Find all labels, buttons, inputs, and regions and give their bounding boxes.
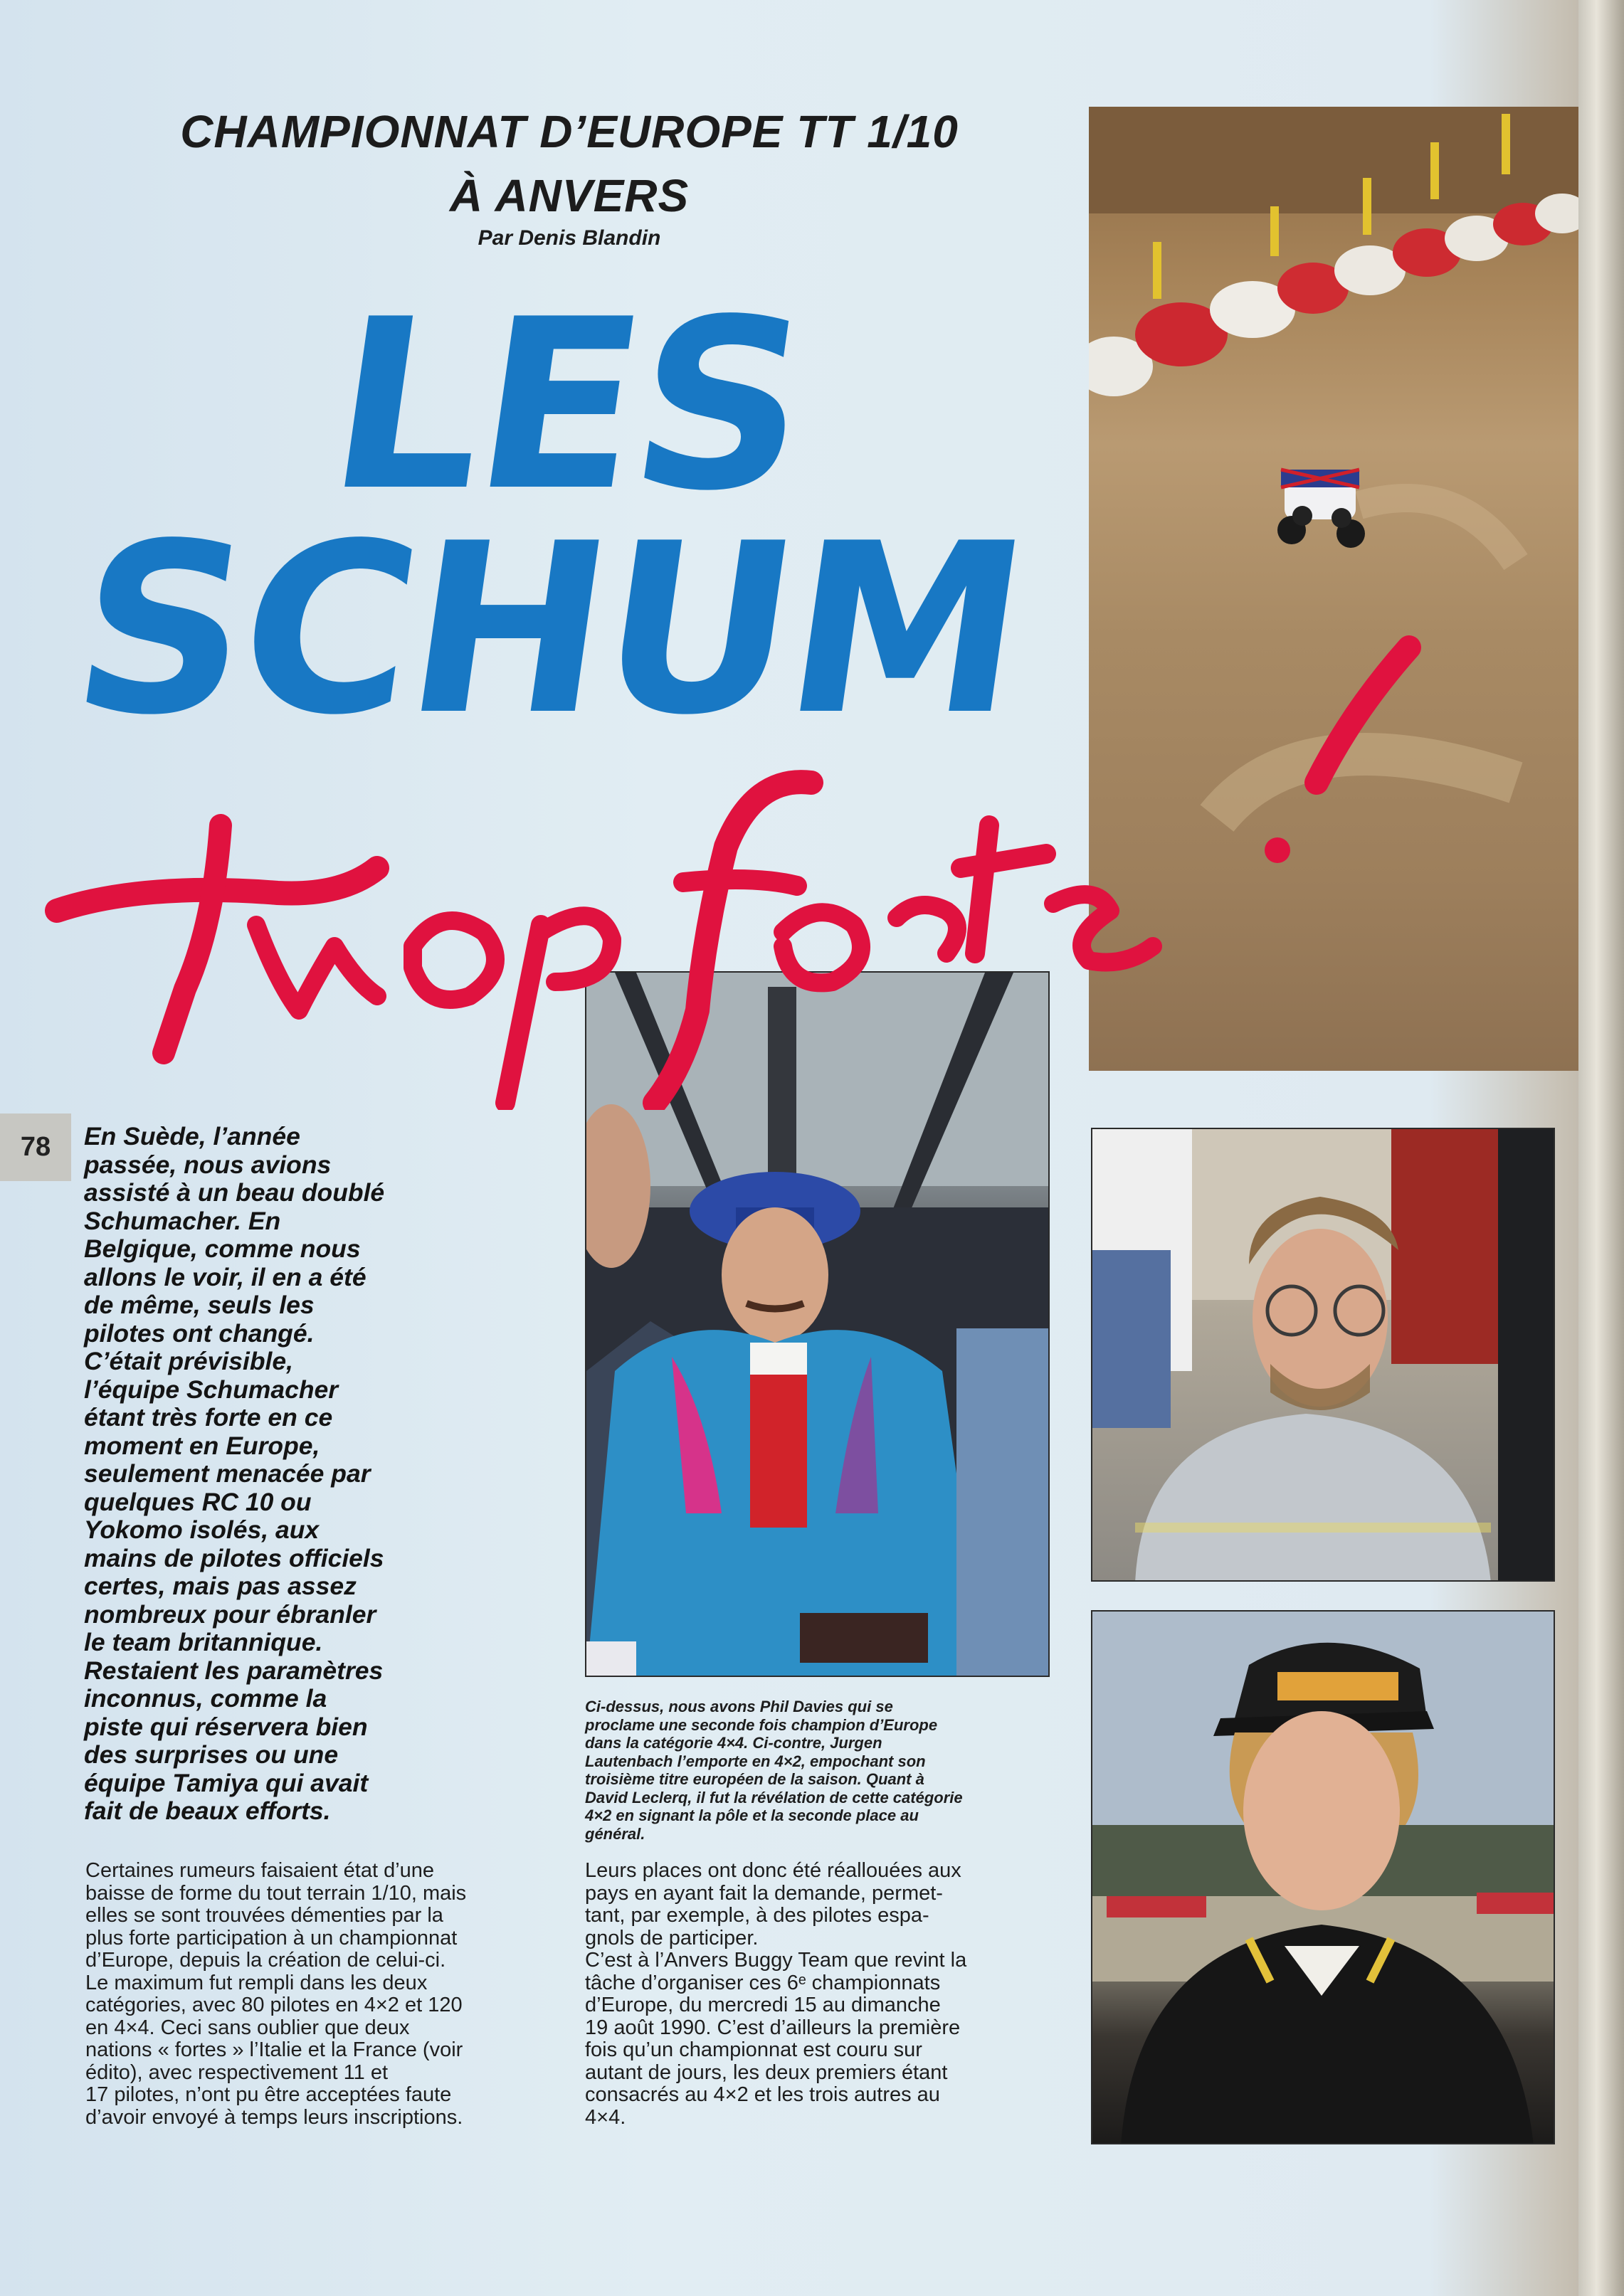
lead-line: certes, mais pas assez xyxy=(84,1572,357,1600)
lead-line: moment en Europe, xyxy=(84,1431,320,1460)
body-line: d’Europe, du mercredi 15 au dimanche xyxy=(585,1994,941,2016)
body-line: Certaines rumeurs faisaient état d’une xyxy=(85,1859,435,1882)
lead-line: En Suède, l’année xyxy=(84,1122,300,1150)
lead-line: mains de pilotes officiels xyxy=(84,1543,384,1572)
body-line: nations « fortes » l’Italie et la France (voir xyxy=(85,2038,463,2061)
lead-line: inconnus, comme la xyxy=(84,1684,327,1713)
lead-line: étant très forte en ce xyxy=(84,1403,333,1432)
lead-line: assisté à un beau doublé xyxy=(84,1178,385,1207)
lead-line: de même, seuls les xyxy=(84,1291,315,1319)
caption-line: 4×2 en signant la pôle et la seconde place au xyxy=(585,1806,919,1824)
lead-line: C’était prévisible, xyxy=(84,1347,293,1375)
lead-line: quelques RC 10 ou xyxy=(84,1487,312,1516)
script-title-trop-forts xyxy=(43,612,1502,1110)
lead-line: équipe Tamiya qui avait xyxy=(84,1768,369,1797)
photo-david-leclerq xyxy=(1091,1610,1555,2144)
body-line: tâche d’organiser ces 6ᵉ championnats xyxy=(585,1971,941,1994)
body-line: Le maximum fut rempli dans les deux xyxy=(85,1971,428,1994)
lead-line: nombreux pour ébranler xyxy=(84,1599,376,1629)
body-line: fois qu’un championnat est couru sur xyxy=(585,2038,922,2061)
page-edge xyxy=(1578,0,1624,2296)
lead-line: le team britannique. xyxy=(84,1628,323,1656)
kicker-line: À ANVERS xyxy=(449,170,690,221)
body-line: baisse de forme du tout terrain 1/10, mais xyxy=(85,1881,467,1905)
body-line: elles se sont trouvées démenties par la xyxy=(85,1904,443,1927)
lead-line: allons le voir, il en a été xyxy=(84,1262,367,1291)
body-line: d’Europe, depuis la création de celui-ci. xyxy=(85,1949,446,1972)
caption-line: général. xyxy=(585,1824,645,1843)
photo-caption xyxy=(585,1698,1069,1843)
photo-jurgen-lautenbach xyxy=(1091,1128,1555,1582)
body-line: 4×4. xyxy=(585,2105,626,2129)
david-leclerq-illustration xyxy=(1092,1612,1555,2144)
title-les: LES xyxy=(315,269,821,542)
lead-line: pilotes ont changé. xyxy=(84,1318,315,1348)
body-line: consacrés au 4×2 et les trois autres au xyxy=(585,2083,940,2106)
body-column-right xyxy=(585,1860,1062,2129)
page-number: 78 xyxy=(0,1113,71,1181)
body-line: édito), avec respectivement 11 et xyxy=(85,2060,389,2084)
body-line: en 4×4. Ceci sans oublier que deux xyxy=(85,2016,410,2039)
lead-line: l’équipe Schumacher xyxy=(84,1375,339,1404)
body-line: d’avoir envoyé à temps leurs inscriptions. xyxy=(85,2105,463,2129)
caption-line: Ci-dessus, nous avons Phil Davies qui se xyxy=(585,1698,893,1715)
body-line: C’est à l’Anvers Buggy Team que revint la xyxy=(585,1949,967,1972)
lead-line: seulement menacée par xyxy=(84,1459,371,1488)
body-line: Leurs places ont donc été réallouées aux xyxy=(585,1859,961,1882)
body-line: catégories, avec 80 pilotes en 4×2 et 120 xyxy=(85,1994,463,2016)
lead-line: fait de beaux efforts. xyxy=(84,1797,331,1825)
body-line: pays en ayant fait la demande, permet- xyxy=(585,1881,943,1905)
caption-line: troisième titre européen de la saison. Quant à xyxy=(585,1770,924,1788)
caption-line: dans la catégorie 4×4. Ci-contre, Jurgen xyxy=(585,1734,882,1752)
lead-line: des surprises ou une xyxy=(84,1740,339,1769)
rc-buggy-illustration xyxy=(1277,470,1365,548)
caption-line: proclame une seconde fois champion d’Europe xyxy=(585,1715,938,1734)
kicker-heading xyxy=(85,100,1053,228)
body-column-left xyxy=(85,1860,555,2129)
body-line: tant, par exemple, à des pilotes espa- xyxy=(585,1904,929,1927)
lead-line: Yokomo isolés, aux xyxy=(84,1515,320,1544)
body-line: 19 août 1990. C’est d’ailleurs la première xyxy=(585,2016,961,2039)
kicker-line: CHAMPIONNAT D’EUROPE TT 1/10 xyxy=(180,106,959,157)
byline: Par Denis Blandin xyxy=(478,226,661,250)
body-line: 17 pilotes, n’ont pu être acceptées faute xyxy=(85,2083,452,2106)
lead-line: piste qui réservera bien xyxy=(84,1712,368,1741)
lead-line: passée, nous avions xyxy=(84,1150,332,1179)
caption-line: David Leclerq, il fut la révélation de cette catégorie xyxy=(585,1788,963,1806)
title-schum: SCHUM xyxy=(59,493,1039,766)
lead-paragraph xyxy=(84,1123,582,1826)
body-line: autant de jours, les deux premiers étant xyxy=(585,2060,948,2084)
caption-line: Lautenbach l’emporte en 4×2, empochant son xyxy=(585,1752,926,1770)
lead-line: Belgique, comme nous xyxy=(84,1234,361,1263)
jurgen-lautenbach-illustration xyxy=(1092,1129,1555,1582)
lead-line: Restaient les paramètres xyxy=(84,1656,384,1685)
lead-line: Schumacher. En xyxy=(84,1206,281,1235)
body-line: gnols de participer. xyxy=(585,1926,759,1950)
body-line: plus forte participation à un championnat xyxy=(85,1926,458,1950)
